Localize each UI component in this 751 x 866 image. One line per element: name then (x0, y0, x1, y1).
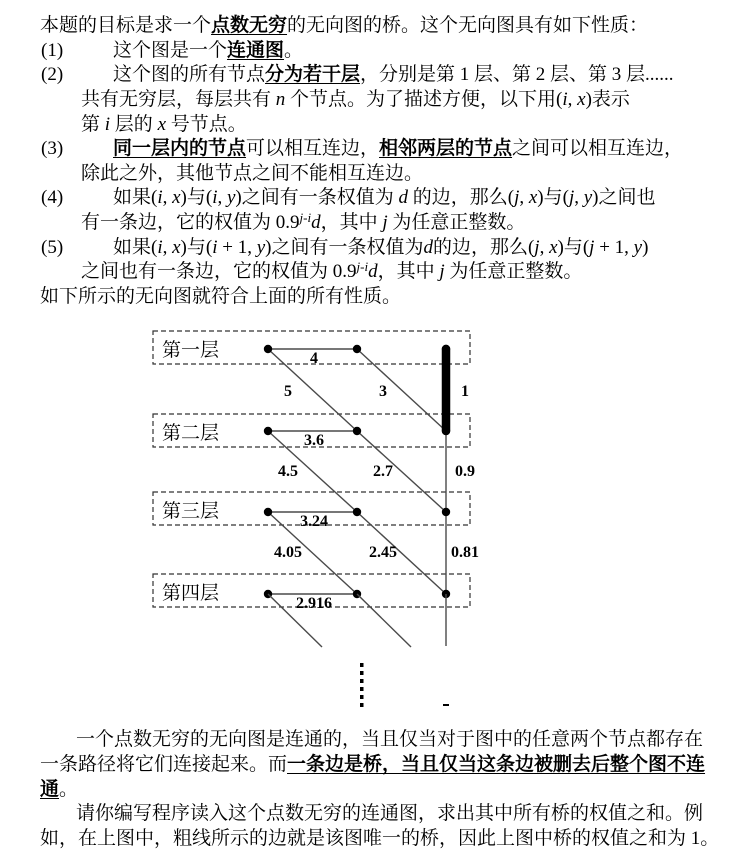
text-segment: 可以相互连边， (246, 138, 380, 159)
text-segment: d (311, 212, 321, 233)
item4-text (113, 186, 656, 210)
text-segment: x (577, 89, 586, 110)
text-segment: , (162, 187, 173, 208)
text-segment: )与( (557, 237, 590, 258)
text-segment: j (568, 187, 575, 208)
item2-cont1 (81, 88, 630, 112)
item4-cont (81, 211, 525, 235)
item2-cont2 (81, 113, 247, 137)
text-segment: j (382, 212, 388, 233)
text-segment: (2) (41, 64, 64, 85)
text-segment: 如果( (113, 237, 158, 258)
edge-weight-label: 2.45 (369, 544, 397, 561)
text-segment: y (583, 187, 593, 208)
text-segment: ，分别是第 1 层、第 2 层、第 3 层...... (360, 64, 674, 85)
text-segment: y (256, 237, 266, 258)
text-segment: 这个图是一个 (113, 40, 228, 61)
text-segment: 号节点。 (166, 114, 247, 135)
text-segment: 连通图 (227, 40, 285, 61)
item1-num (41, 39, 63, 63)
edge-weight-label: 2.7 (373, 463, 393, 480)
text-segment: 为任意正整数。 (444, 261, 583, 282)
text-segment: )与( (180, 187, 213, 208)
text-segment: 本题的目标是求一个 (40, 15, 212, 36)
item5-num (41, 236, 63, 260)
text-segment: i (212, 237, 218, 258)
text-segment: 请你编写程序读入这个点数无穷的连通图，求出其中所有桥的权值之和。例 (76, 803, 704, 824)
text-segment: ，其中 (320, 212, 383, 233)
edge-weight-label: 0.81 (451, 544, 479, 561)
text-segment: (4) (41, 187, 64, 208)
text-segment: 这个图的所有节点 (113, 64, 266, 85)
text-segment: i (157, 237, 163, 258)
text-segment: n (275, 89, 286, 110)
para-connectivity-3 (40, 778, 78, 802)
text-segment: 之间也有一条边，它的权值为 0.9 (81, 261, 357, 282)
text-segment: (5) (41, 237, 64, 258)
figure-caption (40, 285, 401, 309)
text-segment: 一条边是桥，当且仅当这条边被删去后整个图不连 (287, 754, 706, 775)
text-segment: j (534, 237, 540, 258)
text-segment: )表示 (585, 89, 630, 110)
para-task-2 (40, 827, 719, 851)
text-segment: 如，在上图中，粗线所示的边就是该图唯一的桥，因此上图中桥的权值之和为 1。 (40, 828, 720, 849)
text-segment: , (162, 237, 173, 258)
text-segment: 的边，那么( (432, 237, 535, 258)
text-segment: d (423, 237, 433, 258)
text-segment: x (172, 237, 181, 258)
text-segment: )之间有一条权值为 (265, 237, 424, 258)
edge-weight-label: 5 (284, 383, 292, 400)
item5-cont (81, 260, 582, 284)
text-segment: (3) (41, 138, 64, 159)
text-segment: + 1, (594, 237, 634, 258)
text-segment: j-i (299, 210, 312, 225)
layer-label: 第四层 (162, 583, 220, 604)
text-segment: d (368, 261, 378, 282)
text-segment: 除此之外，其他节点之间不能相互连边。 (81, 163, 424, 184)
intro (40, 14, 648, 38)
text-segment: 一条路径将它们连接起来。而 (40, 754, 288, 775)
text-segment: 一个点数无穷的无向图是连通的，当且仅当对于图中的任意两个节点都存在 (76, 729, 704, 750)
text-segment: i (157, 187, 163, 208)
text-segment: 。 (59, 779, 79, 800)
text-segment: )与( (180, 237, 213, 258)
text-segment: )之间也 (592, 187, 656, 208)
text-segment: 个节点。为了描述方便，以下用( (285, 89, 563, 110)
text-segment: , (539, 237, 550, 258)
text-segment: 。 (284, 40, 304, 61)
text-segment: 的边，那么( (408, 187, 515, 208)
text-segment: 有一条边，它的权值为 0.9 (81, 212, 300, 233)
layer-label: 第二层 (162, 423, 220, 444)
edge-weight-label: 1 (461, 383, 469, 400)
text-segment: j (589, 237, 595, 258)
item4-num (41, 186, 63, 210)
text-segment: 层的 (110, 114, 158, 135)
text-segment: ，其中 (377, 261, 440, 282)
text-segment: )之间有一条权值为 (235, 187, 399, 208)
item2-num (41, 63, 63, 87)
text-segment: (1) (41, 40, 64, 61)
para-connectivity-2 (40, 753, 705, 777)
text-segment: ) (642, 237, 649, 258)
text-segment: 点数无穷 (211, 15, 288, 36)
para-connectivity-1 (76, 728, 703, 752)
edge-weight-label: 0.9 (455, 463, 475, 480)
text-segment: x (172, 187, 181, 208)
text-segment: 共有无穷层，每层共有 (81, 89, 276, 110)
item3-cont (81, 162, 423, 186)
text-segment: d (398, 187, 408, 208)
text-segment: 相邻两层的节点 (379, 138, 513, 159)
text-segment: y (226, 187, 236, 208)
text-segment: x (528, 187, 538, 208)
text-segment: 之间可以相互连边， (512, 138, 684, 159)
text-segment: x (157, 114, 166, 135)
edge-weight-label: 3 (379, 383, 387, 400)
item3-num (41, 137, 63, 161)
edge-weight-label: 4.05 (274, 544, 302, 561)
text-segment: , (567, 89, 578, 110)
text-segment: 的无向图的桥。这个无向图具有如下性质： (287, 15, 649, 36)
text-segment: 通 (40, 779, 60, 800)
text-segment: 同一层内的节点 (113, 138, 247, 159)
layer-label: 第一层 (162, 340, 220, 361)
text-segment: y (633, 237, 643, 258)
text-segment: j (514, 187, 520, 208)
text-segment: )与( (537, 187, 569, 208)
text-segment: 第 (81, 114, 105, 135)
item1-text (113, 39, 303, 63)
text-segment: i (562, 89, 568, 110)
text-segment: 分为若干层 (265, 64, 361, 85)
text-segment: + 1, (217, 237, 257, 258)
text-segment: j (439, 261, 445, 282)
text-segment: j-i (356, 259, 369, 274)
text-segment: , (519, 187, 529, 208)
text-segment: 为任意正整数。 (387, 212, 526, 233)
edge-weight-label: 3.24 (300, 513, 328, 530)
text-segment: , (574, 187, 584, 208)
edge-weight-label: 3.6 (304, 432, 324, 449)
edge-weight-label: 2.916 (296, 595, 332, 612)
text-segment: 如下所示的无向图就符合上面的所有性质。 (40, 286, 402, 307)
text-segment: x (549, 237, 558, 258)
para-task-1 (76, 802, 703, 826)
edge-weight-label: 4 (310, 350, 318, 367)
text-segment: i (212, 187, 218, 208)
text-segment: 如果( (113, 187, 158, 208)
item5-text (113, 236, 648, 260)
text-segment: , (217, 187, 227, 208)
layer-label: 第三层 (162, 501, 220, 522)
item2-text (113, 63, 674, 87)
item3-text (113, 137, 683, 161)
text-segment: i (104, 114, 111, 135)
edge-weight-label: 4.5 (278, 463, 298, 480)
